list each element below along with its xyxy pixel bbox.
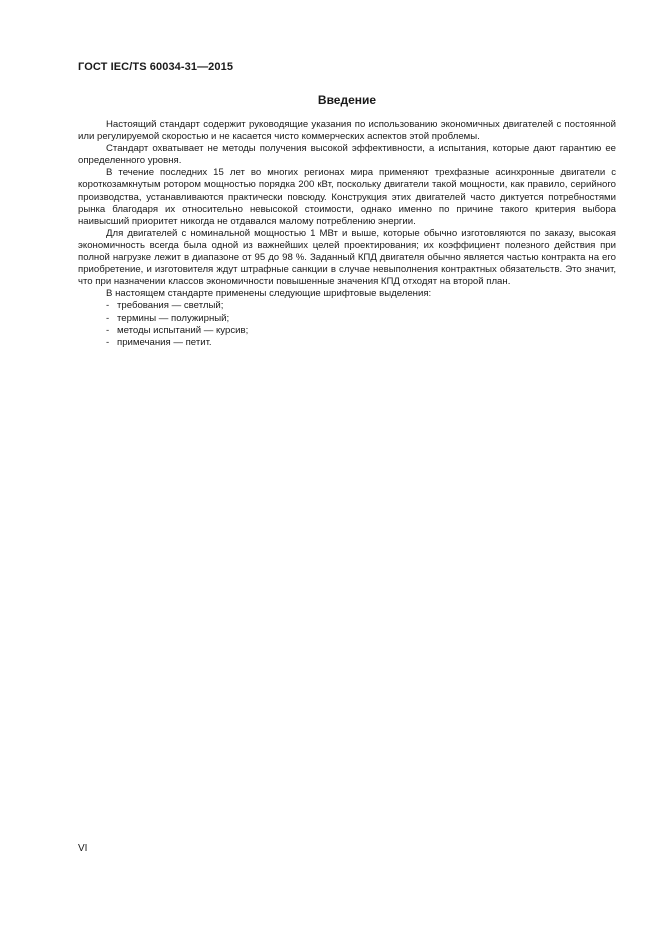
paragraph: В настоящем стандарте применены следующие шрифтовые выделения:	[106, 288, 432, 300]
list-item-text: методы испытаний — курсив;	[117, 324, 249, 336]
list-marker: -	[106, 324, 110, 336]
list-marker: -	[106, 312, 110, 324]
list-item-text: примечания — петит.	[117, 336, 212, 348]
list-marker: -	[106, 300, 110, 312]
font-conventions-list	[78, 300, 616, 348]
list-item	[78, 313, 616, 325]
section-body	[78, 119, 616, 349]
paragraph: Для двигателей с номинальной мощностью 1 МВт и выше, которые обычно изготовляются по заказу, высокая экономичность всегда была одной из важнейших целей проектирования; их коэффициент полезного действия при полной нагрузке лежит в диапазоне от 95 до 98 %. Заданный КПД двигателя обычно является частью контракта на его приобретение, и изготовителя ждут штрафные санкции в случае невыполнения контрактных обязательств. Это значит, что при назначении классов экономичности повышенные значения КПД отходят на второй план.	[78, 227, 616, 288]
list-marker: -	[106, 336, 110, 348]
paragraph: Стандарт охватывает не методы получения высокой эффективности, а испытания, которые дают гарантию ее определенного уровня.	[78, 143, 616, 167]
list-item-text: требования — светлый;	[117, 300, 224, 312]
document-code: ГОСТ IEC/TS 60034-31—2015	[78, 61, 234, 73]
list-item	[78, 337, 616, 349]
page-number: VI	[78, 843, 88, 854]
paragraph: Настоящий стандарт содержит руководящие указания по использованию экономичных двигателей с постоянной или регулируемой скоростью и не касается чисто коммерческих аспектов этой проблемы.	[78, 119, 616, 143]
list-item-text: термины — полужирный;	[117, 312, 230, 324]
paragraph: В течение последних 15 лет во многих регионах мира применяют трехфазные асинхронные двигатели с короткозамкнутым ротором мощностью порядка 200 кВт, поскольку двигатели такой мощности, как правило, серийного производства, устанавливаются практически повсюду. Конструкция этих двигателей часто диктуется потребностями рынка благодаря их относительно невысокой стоимости, однако именно по причине такого критерия выбора наивысший приоритет никогда не отдавался малому потреблению энергии.	[78, 167, 616, 227]
list-item	[78, 325, 616, 337]
section-title: Введение	[317, 93, 377, 107]
list-item	[78, 300, 616, 312]
